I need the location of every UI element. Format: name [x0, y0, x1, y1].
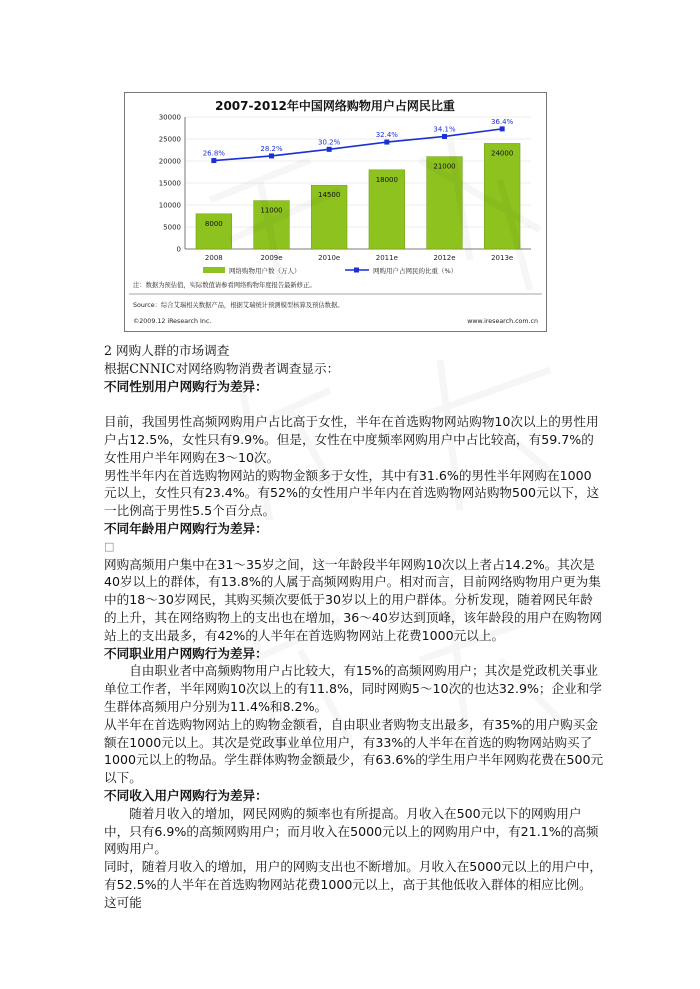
line-data-label: 32.4% [375, 131, 398, 140]
line-point [384, 140, 389, 145]
bar-data-label: 8000 [204, 219, 223, 228]
line-point [269, 153, 274, 158]
legend-bar-swatch [203, 267, 225, 273]
age-heading: 不同年龄用户网购行为差异： [104, 520, 268, 536]
bar-data-label: 18000 [375, 175, 398, 184]
bar-data-label: 24000 [491, 149, 514, 158]
job-paragraph-2: 从半年在首选购物网站上的购物金额看，自由职业者购物支出最多，有35%的用户购买金额在1000元以上。其次是党政事业单位用户，有33%的人半年在首选的购物网站购买了1000元以上的物品。学生群体购物金额最少，有63.6%的学生用户半年网购花费在500元以下。 [104, 716, 604, 786]
bar-data-label: 11000 [260, 206, 283, 215]
x-tick-label: 2012e [433, 254, 456, 262]
placeholder-box-icon: □ [104, 539, 115, 553]
job-paragraph-1: 自由职业者中高频购物用户占比较大，有15%的高频网购用户；其次是党政机关事业单位工作者，半年网购10次以上的有11.8%，同时网购5～10次的也达32.9%；企业和学生群体高频用户分别为11.4%和8.2%。 [104, 663, 602, 714]
plot-area [159, 114, 531, 263]
line-data-label: 34.1% [433, 125, 456, 134]
blank-line [104, 395, 604, 413]
legend-line-marker [354, 268, 359, 273]
y-tick-label: 20000 [158, 157, 181, 166]
x-tick-label: 2010e [318, 254, 341, 262]
legend [203, 266, 457, 275]
income-heading: 不同收入用户网购行为差异： [104, 787, 268, 803]
intro-line: 根据CNNIC对网络购物消费者调查显示： [104, 360, 340, 376]
y-tick-label: 10000 [158, 201, 181, 210]
section-heading: 2 网购人群的市场调查 [104, 343, 230, 358]
chart-website: www.iresearch.com.cn [467, 318, 538, 325]
job-heading: 不同职业用户网购行为差异： [104, 645, 268, 661]
y-tick-label: 5000 [163, 223, 181, 232]
income-paragraph-1: 随着月收入的增加，网民网购的频率也有所提高。月收入在500元以下的网购用户中，只有6.9%的高频网购用户；而月收入在5000元以上的网购用户中，有21.1%的高频网购用户。 [104, 805, 599, 857]
x-tick-label: 2008 [204, 254, 223, 262]
x-tick-label: 2013e [491, 254, 514, 262]
line-point [327, 147, 332, 152]
y-tick-label: 15000 [158, 179, 181, 188]
document-body [104, 342, 604, 912]
chart-note: 注：数据为预估值，实际数值请参看网络购物年度报告最新修正。 [133, 282, 316, 289]
line-point [442, 134, 447, 139]
line-point [500, 126, 505, 131]
line-point [211, 158, 216, 163]
gender-paragraph-1: 目前，我国男性高频网购用户占比高于女性，半年在首选购物网站购物10次以上的男性用户占12.5%，女性只有9.9%。但是，女性在中度频率网购用户中占比较高，有59.7%的女性用户半年网购在3～10次。 [104, 414, 599, 465]
gender-heading: 不同性别用户网购行为差异： [104, 378, 268, 394]
age-paragraph-1: 网购高频用户集中在31～35岁之间，这一年龄段半年网购10次以上者占14.2%。其次是40岁以上的群体，有13.8%的人属于高频网购用户。相对而言，目前网络购物用户更为集中的18～30岁网民，其购买频次要低于30岁以上的用户群体。分析发现，随着网民年龄的上升，其在网络购物上的支出也在增加，36～40岁达到顶峰，该年龄段的用户在购物网站上的支出最多，有42%的人半年在首选购物网站上花费1000元以上。 [104, 556, 603, 643]
gender-paragraph-2: 男性半年内在首选购物网站的购物金额多于女性，其中有31.6%的男性半年网购在1000元以上，女性只有23.4%。有52%的女性用户半年内在首选购物网站购物500元以下，这一比例高于男性5.5个百分点。 [104, 467, 600, 519]
line-data-label: 28.2% [260, 144, 283, 153]
y-tick-label: 25000 [158, 135, 181, 144]
legend-bar-label: 网络购物用户数（万人） [229, 267, 301, 275]
line-data-label: 30.2% [318, 138, 341, 147]
bar-line-chart [125, 93, 546, 331]
chart-copyright: ©2009.12 iResearch Inc. [133, 318, 212, 325]
line-data-label: 36.4% [491, 117, 514, 126]
line-data-label: 26.8% [202, 149, 225, 158]
x-tick-label: 2009e [260, 254, 283, 262]
chart-title: 2007-2012年中国网络购物用户占网民比重 [215, 99, 455, 113]
bar [484, 143, 520, 249]
x-tick-label: 2011e [375, 254, 398, 262]
chart-source: Source：综合艾瑞相关数据产品，根据艾瑞统计预测模型核算及预估数据。 [133, 302, 344, 309]
chart-figure [124, 92, 547, 332]
y-tick-label: 30000 [158, 113, 181, 122]
legend-line-label: 网购用户占网民的比重（%） [373, 267, 458, 275]
bar-data-label: 21000 [433, 162, 456, 171]
series-line [214, 129, 502, 161]
y-tick-label: 0 [176, 245, 181, 254]
bar-data-label: 14500 [318, 191, 341, 200]
income-paragraph-2: 同时，随着月收入的增加，用户的网购支出也不断增加。月收入在5000元以上的用户中，有52.5%的人半年在首选购物网站花费1000元以上，高于其他低收入群体的相应比例。这可能 [104, 859, 603, 910]
